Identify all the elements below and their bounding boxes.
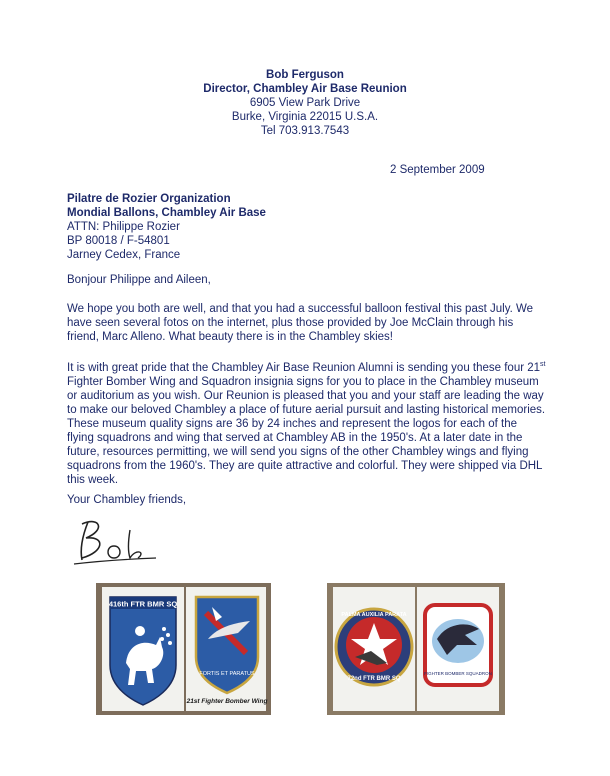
closing: Your Chambley friends, [67, 494, 187, 506]
sender-street: 6905 View Park Drive [249, 97, 361, 109]
recipient-bp: BP 80018 / F-54801 [67, 235, 170, 247]
sign4-label: FIGHTER BOMBER SQUADRON [424, 671, 492, 676]
sender-title: Director, Chambley Air Base Reunion [203, 83, 407, 95]
sender-name: Bob Ferguson [266, 69, 344, 81]
paragraph-2-sup: st [540, 361, 546, 368]
recipient-org1: Pilatre de Rozier Organization [67, 193, 231, 205]
sender-phone: Tel 703.913.7543 [260, 125, 350, 137]
recipient-attn: ATTN: Philippe Rozier [67, 221, 180, 233]
sign2-motto: FORTIS ET PARATUS [199, 671, 255, 677]
sign3-motto: PALMA AUXILIA PARATA [341, 612, 407, 618]
greeting: Bonjour Philippe and Aileen, [67, 274, 211, 286]
letterhead [0, 68, 610, 138]
recipient-city: Jarney Cedex, France [67, 249, 181, 261]
paragraph-1: We hope you both are well, and that you had a successful balloon festival this past July. We have seen several fotos on the internet, plus those provided by Joe McClain through his friend, Marc Alleno. What beauty there is in the Chambley skies! [67, 303, 534, 343]
paragraph-2-start: It is with great pride that the Chambley Air Base Reunion Alumni is sending you these four 21 [67, 361, 541, 374]
photo-signs-right [327, 583, 505, 715]
sign2-caption: 21st Fighter Bomber Wing [186, 698, 268, 705]
signature [70, 512, 170, 567]
sender-city: Burke, Virginia 22015 U.S.A. [231, 111, 379, 123]
sign3-label: 72nd FTR BMR SQ [347, 676, 401, 682]
sign1-label: 416th FTR BMR SQ [108, 599, 178, 609]
paragraph-2 [67, 358, 547, 487]
letter-date: 2 September 2009 [390, 164, 485, 176]
wing-21-patch [196, 597, 258, 693]
photo-signs-left [96, 583, 271, 715]
paragraph-2-rest: Fighter Bomber Wing and Squadron insignia signs for you to place in the Chambley museum or auditorium as you wish. Our Reunion is pleased that you and your staff are leading the way to make our beloved Chambley a place of future aerial pursuit and lasting historical memories. These museum quality signs are 36 by 24 inches and represent the logos for each of the flying squadrons and wing that served at Chambley AB in the 1950's. At a later date in the future, resources permitting, we will send you signs of the other Chambley wings and flying squadrons from the 1960's. They are quite attractive and colorful. They were shipped via DHL this week. [67, 375, 546, 486]
recipient-org2: Mondial Ballons, Chambley Air Base [67, 207, 266, 219]
recipient-address [67, 192, 266, 262]
